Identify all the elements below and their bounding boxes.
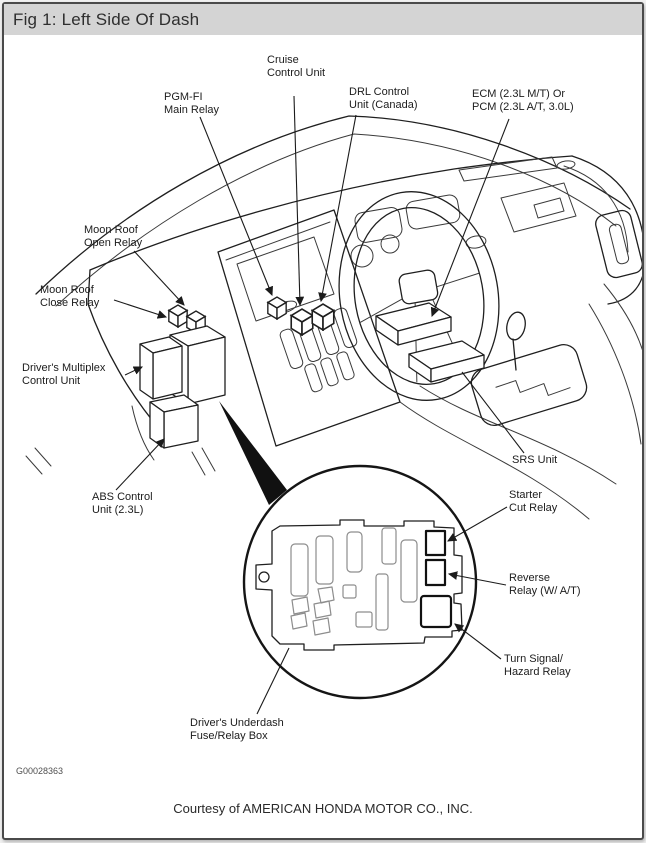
label-moon-roof-open-relay: Moon Roof Open Relay	[84, 224, 143, 249]
label-abs-control-unit: ABS Control Unit (2.3L)	[92, 491, 153, 516]
leader-pgmfi	[200, 117, 272, 295]
label-drl-control-unit: DRL Control Unit (Canada)	[349, 86, 418, 111]
leader-moon-close	[114, 300, 166, 317]
label-pgm-fi-main-relay: PGM-FI Main Relay	[164, 91, 220, 116]
abs-control-unit	[150, 395, 198, 448]
moon-roof-close-relay-cube	[169, 305, 187, 327]
ecm-pcm-unit	[376, 303, 451, 345]
dash-line-art	[4, 4, 642, 838]
leader-abs	[116, 439, 164, 490]
figure-code: G00028363	[16, 766, 64, 776]
turn-signal-hazard-relay-box	[421, 596, 451, 627]
figure-page	[2, 2, 644, 840]
label-moon-roof-close-relay: Moon Roof Close Relay	[40, 284, 100, 309]
dash-diagram	[4, 4, 642, 838]
reverse-relay-box	[426, 560, 445, 585]
pgm-fi-main-relay-cube	[268, 297, 286, 319]
cruise-control-unit-cube	[291, 309, 313, 335]
label-cruise-control-unit: Cruise Control Unit	[267, 54, 326, 79]
leader-drl	[321, 115, 356, 301]
courtesy-line: Courtesy of AMERICAN HONDA MOTOR CO., INC.	[173, 801, 473, 816]
leader-srs	[462, 372, 524, 453]
drl-control-unit-cube	[312, 304, 334, 330]
leader-turn	[455, 624, 501, 659]
label-starter-cut-relay: Starter Cut Relay	[509, 489, 558, 514]
leader-moon-open	[134, 251, 184, 305]
label-ecm-pcm: ECM (2.3L M/T) Or PCM (2.3L A/T, 3.0L)	[472, 88, 574, 113]
gear-shifter	[468, 310, 590, 428]
magnifier-wedge	[219, 401, 287, 505]
label-reverse-relay: Reverse Relay (W/ A/T)	[509, 572, 581, 597]
figure-title: Fig 1: Left Side Of Dash	[13, 9, 200, 29]
starter-cut-relay-box	[426, 531, 445, 555]
label-turn-signal-hazard-relay: Turn Signal/ Hazard Relay	[504, 653, 571, 678]
label-srs-unit: SRS Unit	[512, 454, 558, 466]
label-drivers-underdash-fuse-box: Driver's Underdash Fuse/Relay Box	[190, 717, 284, 742]
drivers-multiplex-control-unit	[140, 326, 225, 404]
label-drivers-multiplex: Driver's Multiplex Control Unit	[22, 362, 106, 387]
